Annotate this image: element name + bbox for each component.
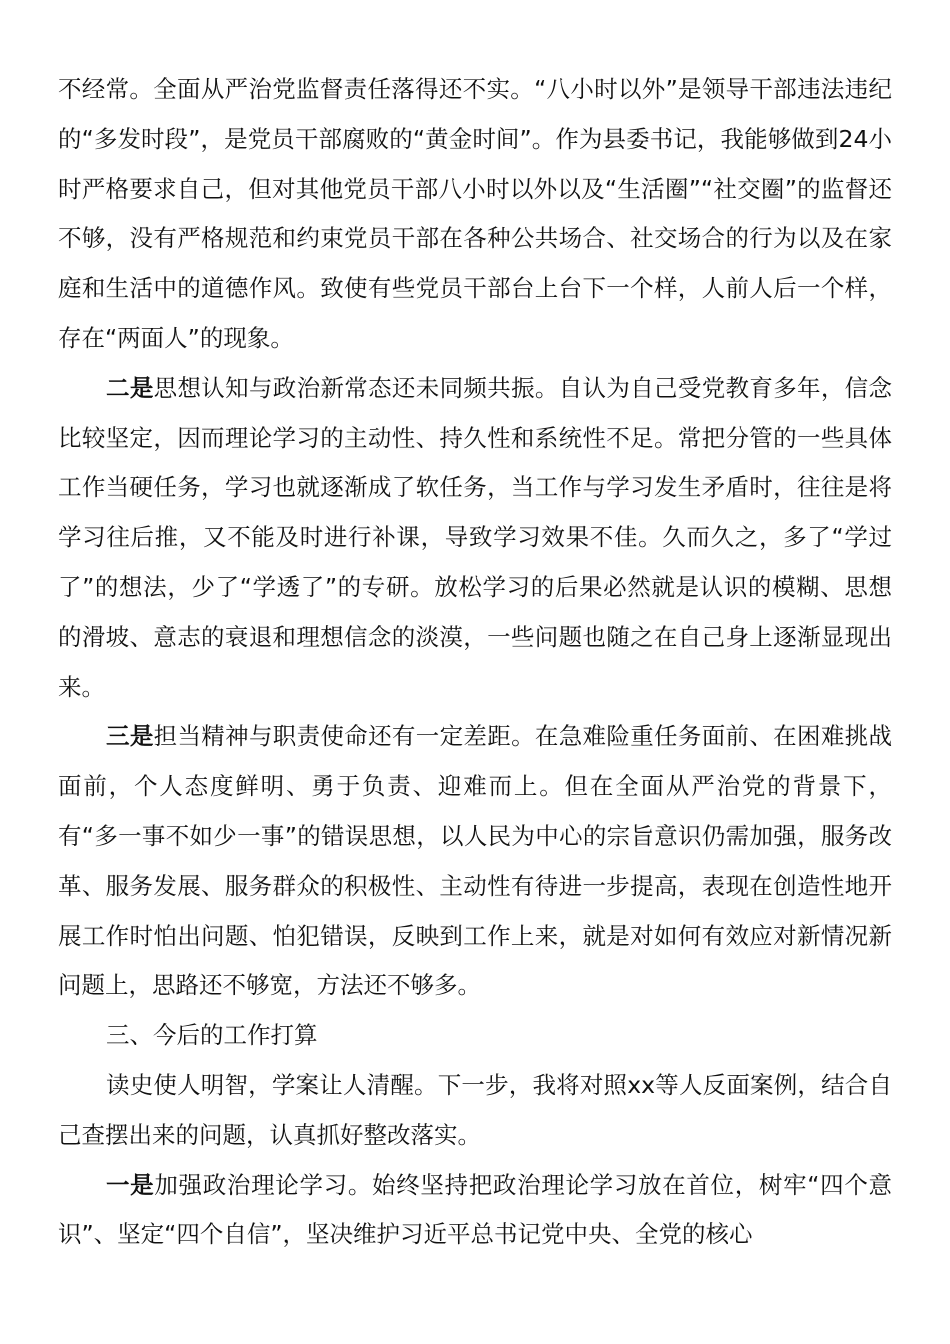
paragraph-text: 担当精神与职责使命还有一定差距。在急难险重任务面前、在困难挑战面前，个人态度鲜明、勇于负责、迎难而上。但在全面从严治党的背景下，有“多一事不如少一事”的错误思想，以人民为中心的宗旨意识仍需加强，服务改革、服务发展、服务群众的积极性、主动性有待进一步提高，表现在创造性地开展工作时怕出问题、怕犯错误，反映到工作上来，就是对如何有效应对新情况新问题上，思路还不够宽，方法还不够多。 bbox=[58, 722, 892, 1000]
paragraph-intro bbox=[58, 1061, 892, 1161]
paragraph-lead: 三是 bbox=[106, 722, 154, 751]
paragraph-lead: 一是 bbox=[106, 1170, 155, 1199]
paragraph-point-one bbox=[58, 1161, 892, 1261]
section-heading: 三、今后的工作打算 bbox=[106, 1021, 318, 1050]
paragraph-text: 读史使人明智，学案让人清醒。下一步，我将对照xx等人反面案例，结合自己查摆出来的问题，认真抓好整改落实。 bbox=[58, 1070, 892, 1149]
paragraph-lead: 二是 bbox=[106, 373, 154, 402]
paragraph-point-three bbox=[58, 712, 892, 1011]
paragraph-point-two bbox=[58, 364, 892, 713]
paragraph-text: 加强政治理论学习。始终坚持把政治理论学习放在首位，树牢“四个意识”、坚定“四个自信”，坚决维护习近平总书记党中央、全党的核心 bbox=[58, 1170, 892, 1249]
paragraph-text: 不经常。全面从严治党监督责任落得还不实。“八小时以外”是领导干部违法违纪的“多发时段”，是党员干部腐败的“黄金时间”。作为县委书记，我能够做到24小时严格要求自己，但对其他党员干部八小时以外以及“生活圈”“社交圈”的监督还不够，没有严格规范和约束党员干部在各种公共场合、社交场合的行为以及在家庭和生活中的道德作风。致使有些党员干部台上台下一个样，人前人后一个样，存在“两面人”的现象。 bbox=[58, 75, 892, 352]
paragraph-text: 思想认知与政治新常态还未同频共振。自认为自己受党教育多年，信念比较坚定，因而理论学习的主动性、持久性和系统性不足。常把分管的一些具体工作当硬任务，学习也就逐渐成了软任务，当工作与学习发生矛盾时，往往是将学习往后推，又不能及时进行补课，导致学习效果不佳。久而久之，多了“学过了”的想法，少了“学透了”的专研。放松学习的后果必然就是认识的模糊、思想的滑坡、意志的衰退和理想信念的淡漠，一些问题也随之在自己身上逐渐显现出来。 bbox=[58, 373, 892, 701]
document-body bbox=[58, 65, 892, 1260]
paragraph-continuation bbox=[58, 65, 892, 364]
